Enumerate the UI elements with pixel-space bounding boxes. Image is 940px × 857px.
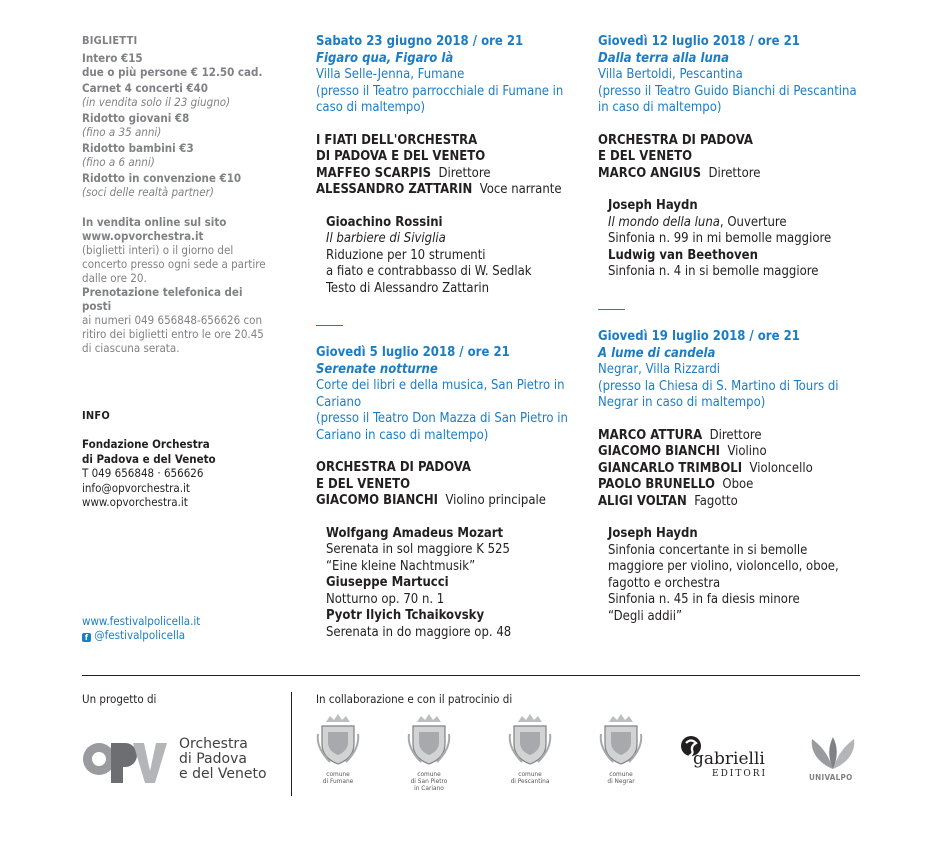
ticket-item xyxy=(82,65,272,79)
work-line xyxy=(608,215,863,232)
ticket-item xyxy=(82,51,272,65)
performer-name: E DEL VENETO xyxy=(316,476,411,492)
crest-caption-line: comune xyxy=(518,770,542,778)
event-title: Figaro qua, Figaro là xyxy=(316,50,454,66)
univalpo-name: UNIVALPO xyxy=(809,773,853,782)
work-line: Notturno op. 70 n. 1 xyxy=(326,591,445,607)
crest-caption-line: comune xyxy=(417,770,441,778)
work-line: Testo di Alessandro Zattarin xyxy=(326,280,490,296)
ticket-list xyxy=(82,51,272,199)
event-date: Giovedì 12 luglio 2018 / ore 21 xyxy=(598,34,800,49)
work-line: a fiato e contrabbasso di W. Sedlak xyxy=(326,264,532,279)
performer-name: ALESSANDRO ZATTARIN xyxy=(316,182,473,197)
online-sale xyxy=(82,215,272,355)
performer-row xyxy=(316,149,581,166)
crest-caption xyxy=(500,771,560,785)
ticket-price: Ridotto giovani €8 xyxy=(82,111,190,125)
footer-divider xyxy=(82,675,860,676)
crest-4 xyxy=(599,714,643,799)
program xyxy=(598,526,863,625)
event-weather-note: (presso il Teatro Guido Bianchi di Pescantina in caso di maltempo) xyxy=(598,83,857,115)
crest-caption-line: in Cariano xyxy=(414,784,444,792)
info-website[interactable]: www.opvorchestra.it xyxy=(82,495,188,509)
work-title: Il mondo della luna xyxy=(608,214,720,230)
performer-role: Direttore xyxy=(709,427,762,443)
composer-name: Pyotr Ilyich Tchaikovsky xyxy=(326,608,485,623)
divider-dash xyxy=(598,309,625,310)
performer-role: Voce narrante xyxy=(479,182,562,197)
gabrielli-editori: EDITORI xyxy=(712,769,768,779)
performer-row xyxy=(598,149,863,166)
ticket-item xyxy=(82,111,272,139)
ticket-note: (fino a 35 anni) xyxy=(82,125,162,139)
performer-row xyxy=(316,460,586,477)
performer-row xyxy=(598,444,863,461)
opv-name-1: Orchestra xyxy=(179,736,248,752)
crest-caption xyxy=(591,771,651,785)
event-venue: Negrar, Villa Rizzardi xyxy=(598,362,720,377)
performer-name: MARCO ATTURA xyxy=(598,427,703,443)
divider-dash xyxy=(316,325,343,326)
performer-name: E DEL VENETO xyxy=(598,149,693,164)
ticket-price: Carnet 4 concerti €40 xyxy=(82,81,208,95)
ticket-price: Ridotto bambini €3 xyxy=(82,141,194,155)
crest-caption-line: comune xyxy=(609,770,633,778)
performer-row xyxy=(316,166,581,183)
crest-caption-line: di Negrar xyxy=(607,777,635,785)
coat-of-arms-icon xyxy=(407,714,451,766)
ticket-price: Ridotto in convenzione €10 xyxy=(82,171,242,185)
performer-row xyxy=(598,494,863,511)
event-venue: Villa Selle-Jenna, Fumane xyxy=(316,67,465,82)
crest-caption-line: comune xyxy=(326,770,350,778)
composer-name: Giuseppe Martucci xyxy=(326,575,449,590)
crest-caption-line: di Pescantina xyxy=(510,777,550,785)
project-label: Un progetto di xyxy=(82,692,157,706)
performer-row xyxy=(598,133,863,150)
work-line: Serenata in sol maggiore K 525 xyxy=(326,542,510,557)
performer-name: I FIATI DELL'ORCHESTRA xyxy=(316,132,478,148)
program xyxy=(316,526,586,642)
event-venue: Villa Bertoldi, Pescantina xyxy=(598,67,743,82)
coat-of-arms-icon xyxy=(508,714,552,766)
info-org-1: Fondazione Orchestra xyxy=(82,437,210,451)
info-org-2: di Padova e del Veneto xyxy=(82,451,216,466)
opv-name-3: e del Veneto xyxy=(179,766,267,782)
event-1 xyxy=(316,34,581,297)
performer-name: GIACOMO BIANCHI xyxy=(316,493,438,508)
univalpo-leaf-icon xyxy=(806,735,860,771)
event-2 xyxy=(316,345,586,641)
performer-row xyxy=(598,428,863,445)
ticket-note: (fino a 6 anni) xyxy=(82,155,155,169)
performer-name: GIANCARLO TRIMBOLI xyxy=(598,460,743,476)
opv-logo-mark xyxy=(82,735,170,783)
work-line: “Degli addii” xyxy=(608,608,683,624)
performer-name: ORCHESTRA DI PADOVA xyxy=(598,132,753,148)
performer-name: MARCO ANGIUS xyxy=(598,165,701,181)
event-4 xyxy=(598,329,863,625)
event-date: Giovedì 19 luglio 2018 / ore 21 xyxy=(598,329,800,344)
event-3 xyxy=(598,34,863,281)
opv-name-2: di Padova xyxy=(179,751,247,767)
ticket-price: Intero €15 xyxy=(82,51,143,65)
coat-of-arms-icon xyxy=(316,714,360,766)
event-weather-note: (presso il Teatro parrocchiale di Fumane in caso di maltempo) xyxy=(316,83,564,115)
composer-name: Joseph Haydn xyxy=(608,526,698,541)
social-links xyxy=(82,614,272,642)
performer-role: Fagotto xyxy=(694,493,738,509)
event-title: Dalla terra alla luna xyxy=(598,50,730,66)
performer-row xyxy=(316,477,586,494)
performer-role: Direttore xyxy=(438,165,491,181)
gabrielli-name: gabrielli xyxy=(693,749,765,769)
ticket-item xyxy=(82,141,272,169)
composer-name: Ludwig van Beethoven xyxy=(608,247,758,263)
tickets-heading: BIGLIETTI xyxy=(82,34,138,47)
ticket-price: due o più persone € 12.50 cad. xyxy=(82,65,263,79)
performer-name: GIACOMO BIANCHI xyxy=(598,444,720,459)
info-phone: T 049 656848 · 656626 xyxy=(82,466,204,480)
work-line: Sinfonia concertante in si bemolle maggiore per violino, violoncello, oboe, fagotto e orchestra xyxy=(608,542,839,591)
event-date: Giovedì 5 luglio 2018 / ore 21 xyxy=(316,345,510,360)
ticket-note: (soci delle realtà partner) xyxy=(82,185,214,199)
gabrielli-logo xyxy=(680,735,780,785)
info-email[interactable]: info@opvorchestra.it xyxy=(82,480,190,495)
crest-caption-line: di San Pietro xyxy=(410,777,448,785)
performer-row xyxy=(598,477,863,494)
performer-name: DI PADOVA E DEL VENETO xyxy=(316,149,486,164)
crest-caption xyxy=(308,771,368,785)
crest-2 xyxy=(407,714,451,799)
program xyxy=(316,215,581,298)
phone-booking-text: ai numeri 049 656848-656626 con ritiro dei biglietti entro le ore 20.45 di ciascuna serata. xyxy=(82,313,264,355)
composer-name: Gioachino Rossini xyxy=(326,214,443,230)
crest-caption xyxy=(399,771,459,792)
phone-booking-title: Prenotazione telefonica dei posti xyxy=(82,285,243,313)
collab-label: In collaborazione e con il patrocinio di xyxy=(316,692,513,706)
work-line: “Eine kleine Nachtmusik” xyxy=(326,558,476,574)
ticket-note: (in vendita solo il 23 giugno) xyxy=(82,95,231,109)
performer-row xyxy=(316,133,581,150)
ticket-item xyxy=(82,81,272,109)
performer-role: Violino principale xyxy=(445,493,546,508)
event-venue: Corte dei libri e della musica, San Pietro in Cariano xyxy=(316,378,565,410)
work-detail: , Ouverture xyxy=(719,214,787,230)
online-sale-site[interactable]: www.opvorchestra.it xyxy=(82,229,204,243)
online-sale-text: (biglietti interi) o il giorno del concerto presso ogni sede a partire dalle ore 20. xyxy=(82,243,266,285)
work-title: Il barbiere di Siviglia xyxy=(326,231,446,246)
composer-name: Joseph Haydn xyxy=(608,198,698,213)
performer-name: MAFFEO SCARPIS xyxy=(316,165,432,181)
event-weather-note: (presso il Teatro Don Mazza di San Pietro in Cariano in caso di maltempo) xyxy=(316,411,568,443)
performer-name: ALIGI VOLTAN xyxy=(598,493,687,509)
crest-3 xyxy=(508,714,552,799)
facebook-link[interactable] xyxy=(82,628,272,642)
info-heading: INFO xyxy=(82,409,110,422)
event-date: Sabato 23 giugno 2018 / ore 21 xyxy=(316,34,524,49)
work-line: Sinfonia n. 45 in fa diesis minore xyxy=(608,592,800,607)
performer-row xyxy=(316,182,581,199)
performer-name: ORCHESTRA DI PADOVA xyxy=(316,460,471,475)
opv-logo xyxy=(82,735,282,785)
work-line: Riduzione per 10 strumenti xyxy=(326,247,486,263)
work-line: Serenata in do maggiore op. 48 xyxy=(326,624,512,640)
online-sale-title: In vendita online sul sito xyxy=(82,215,227,229)
event-title: A lume di candela xyxy=(598,345,716,361)
event-weather-note: (presso la Chiesa di S. Martino di Tours di Negrar in caso di maltempo) xyxy=(598,378,839,410)
performer-role: Direttore xyxy=(708,165,761,181)
composer-name: Wolfgang Amadeus Mozart xyxy=(326,525,504,541)
program xyxy=(598,198,863,281)
tickets-section xyxy=(82,34,272,355)
ticket-item xyxy=(82,171,272,199)
crest-caption-line: di Fumane xyxy=(322,777,354,785)
event-title: Serenate notturne xyxy=(316,361,438,377)
festival-link[interactable]: www.festivalpolicella.it xyxy=(82,614,201,628)
performer-row xyxy=(598,461,863,478)
crest-1 xyxy=(316,714,360,799)
performer-name: PAOLO BRUNELLO xyxy=(598,477,715,492)
performer-row xyxy=(316,493,586,510)
facebook-icon: f xyxy=(82,633,91,642)
coat-of-arms-icon xyxy=(599,714,643,766)
performer-row xyxy=(598,166,863,183)
performer-role: Violino xyxy=(727,444,767,459)
univalpo-logo xyxy=(806,735,860,785)
work-line: Sinfonia n. 4 in si bemolle maggiore xyxy=(608,264,819,279)
footer-separator xyxy=(291,692,292,796)
work-line: Sinfonia n. 99 in mi bemolle maggiore xyxy=(608,231,832,246)
facebook-handle: @festivalpolicella xyxy=(94,628,186,642)
performer-role: Oboe xyxy=(722,477,754,492)
info-section xyxy=(82,409,272,510)
performer-role: Violoncello xyxy=(749,460,813,476)
